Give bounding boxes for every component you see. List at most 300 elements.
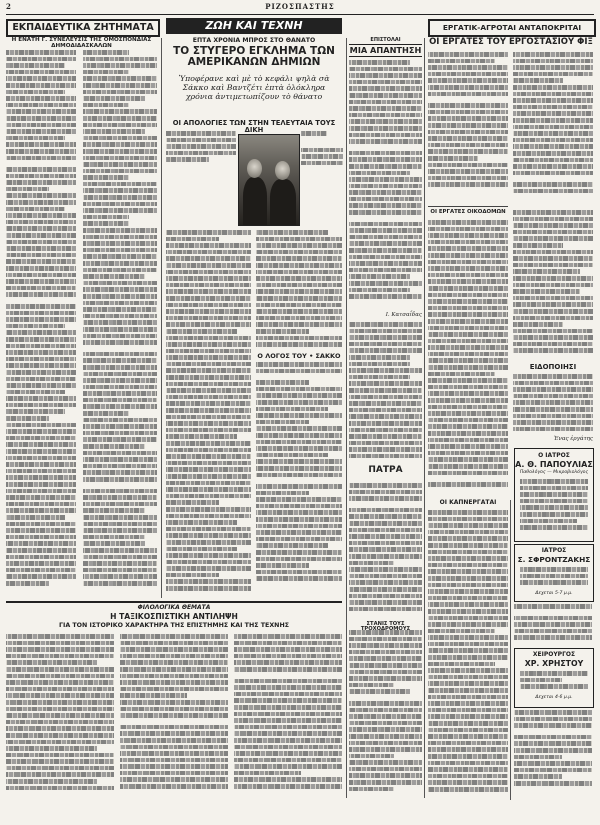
text-line — [6, 317, 76, 322]
text-line — [256, 387, 342, 392]
text-line — [6, 561, 76, 566]
newspaper-name: ΡΙΖΟΣΠΑΣΤΗΣ — [265, 2, 335, 11]
text-line — [514, 748, 592, 753]
column-rule — [424, 38, 425, 798]
article-body — [514, 710, 592, 795]
text-line — [428, 405, 508, 410]
text-line — [83, 254, 157, 259]
text-line — [6, 246, 76, 251]
signature: Ι. Κατσαΐδας — [385, 312, 422, 318]
text-line — [83, 129, 145, 134]
text-line — [6, 207, 65, 212]
text-line — [428, 622, 508, 627]
text-line — [349, 727, 422, 732]
text-line — [349, 607, 422, 612]
text-line — [301, 131, 327, 136]
article-body — [234, 634, 342, 796]
text-line — [428, 149, 508, 154]
text-line — [166, 237, 219, 242]
text-line — [520, 519, 577, 524]
divider — [428, 206, 508, 207]
text-line — [349, 60, 410, 65]
text-line — [166, 329, 237, 334]
text-line — [166, 573, 219, 578]
text-line — [166, 494, 251, 499]
text-line — [166, 514, 251, 519]
text-line — [349, 637, 422, 642]
text-line — [513, 381, 593, 386]
text-line — [234, 698, 342, 703]
text-line — [6, 528, 76, 533]
text-line — [6, 449, 76, 454]
text-line — [234, 685, 342, 690]
text-line — [120, 771, 228, 776]
text-line — [256, 504, 342, 509]
text-line — [6, 50, 76, 55]
text-line — [256, 453, 328, 458]
text-line — [6, 350, 76, 355]
text-line — [349, 248, 422, 253]
text-line — [428, 721, 508, 726]
text-line — [166, 560, 251, 565]
text-line — [514, 629, 592, 634]
text-line — [6, 226, 76, 231]
article-body — [513, 52, 593, 202]
text-line — [256, 276, 342, 281]
text-line — [428, 629, 495, 634]
text-line — [83, 385, 157, 390]
text-line — [428, 550, 508, 555]
text-line — [83, 274, 145, 279]
text-line — [256, 557, 342, 562]
text-line — [234, 751, 342, 756]
text-line — [349, 408, 422, 413]
text-line — [166, 316, 251, 321]
text-line — [349, 574, 422, 579]
divider — [6, 601, 342, 603]
text-line — [513, 243, 563, 248]
text-line — [513, 269, 580, 274]
text-line — [83, 57, 157, 62]
text-line — [513, 400, 593, 405]
article-body — [166, 230, 251, 595]
article-body — [349, 630, 422, 795]
text-line — [513, 223, 593, 228]
text-line — [256, 497, 342, 502]
text-line — [234, 692, 342, 697]
text-line — [349, 734, 422, 739]
text-line — [349, 368, 422, 373]
text-line — [520, 479, 588, 484]
text-line — [428, 761, 508, 766]
text-line — [428, 602, 508, 607]
text-line — [6, 489, 76, 494]
text-line — [349, 534, 422, 539]
text-line — [166, 434, 237, 439]
text-line — [6, 541, 76, 546]
text-line — [83, 358, 157, 363]
ad-doctor-sfrontzakis — [514, 544, 594, 602]
text-line — [428, 352, 508, 357]
text-line — [256, 362, 342, 367]
text-line — [83, 515, 157, 520]
ad-body: Παθολόγος — Μικροβιολόγος — [519, 470, 589, 475]
text-line — [83, 175, 129, 180]
text-line — [6, 396, 76, 401]
text-line — [349, 255, 422, 260]
ad-title: ΙΑΤΡΟΣ — [541, 547, 567, 554]
text-line — [428, 59, 495, 64]
text-line — [514, 635, 592, 640]
text-line — [6, 136, 65, 141]
text-line — [428, 596, 508, 601]
text-line — [256, 289, 342, 294]
text-line — [520, 567, 588, 572]
text-line — [349, 322, 422, 327]
text-line — [6, 337, 76, 342]
text-line — [234, 731, 342, 736]
text-line — [349, 554, 422, 559]
text-line — [6, 377, 76, 382]
text-line — [83, 156, 157, 161]
text-line — [349, 113, 422, 118]
text-line — [166, 408, 251, 413]
text-line — [349, 754, 394, 759]
text-line — [6, 581, 49, 586]
text-line — [6, 266, 76, 271]
text-line — [6, 674, 114, 679]
text-line — [83, 169, 157, 174]
text-line — [6, 654, 114, 659]
text-line — [166, 342, 251, 347]
text-line — [349, 503, 422, 506]
article-body — [349, 478, 422, 618]
column-rule — [346, 38, 347, 798]
text-line — [6, 109, 76, 114]
text-line — [513, 105, 593, 110]
text-line — [83, 142, 157, 147]
text-line — [83, 188, 157, 193]
text-line — [166, 415, 251, 420]
text-line — [166, 355, 251, 360]
text-line — [349, 780, 422, 785]
text-line — [234, 784, 342, 789]
text-line — [428, 754, 508, 759]
text-line — [349, 362, 410, 367]
text-line — [83, 327, 157, 332]
article-body — [256, 230, 342, 350]
text-line — [349, 708, 422, 713]
text-line — [6, 429, 76, 434]
text-line — [166, 164, 236, 167]
text-line — [166, 382, 251, 387]
text-line — [514, 768, 592, 773]
text-line — [6, 233, 76, 238]
text-line — [256, 517, 342, 522]
text-line — [428, 523, 508, 528]
text-line — [256, 243, 342, 248]
text-line — [349, 496, 422, 501]
text-line — [349, 190, 422, 195]
text-line — [234, 725, 342, 730]
text-line — [6, 707, 114, 712]
text-line — [428, 642, 508, 647]
editorial-title: ΜΙΑ ΑΠΑΝΤΗΣΗ — [349, 45, 422, 55]
text-line — [428, 701, 508, 706]
text-line — [349, 388, 422, 393]
section-title-life-art: ΖΩΗ ΚΑΙ ΤΕΧΝΗ — [166, 18, 342, 34]
signature: Ένας ἐργάτης — [553, 436, 593, 442]
text-line — [256, 576, 342, 581]
text-line — [428, 319, 508, 324]
text-line — [83, 581, 157, 586]
text-line — [6, 687, 114, 692]
text-line — [6, 667, 114, 672]
text-line — [234, 705, 342, 710]
text-line — [256, 256, 342, 261]
text-line — [349, 184, 422, 189]
text-line — [166, 454, 251, 459]
article-body — [349, 322, 422, 462]
text-line — [6, 180, 76, 185]
text-line — [349, 281, 422, 286]
text-line — [166, 388, 251, 393]
article-body — [301, 131, 343, 171]
text-line — [166, 520, 237, 525]
text-line — [428, 306, 508, 311]
text-line — [428, 98, 508, 101]
text-line — [514, 730, 592, 733]
text-line — [234, 674, 342, 677]
text-line — [349, 203, 422, 208]
text-line — [301, 138, 343, 141]
text-line — [256, 303, 342, 308]
text-line — [428, 72, 508, 77]
text-line — [6, 442, 76, 447]
text-line — [428, 556, 508, 561]
text-line — [166, 401, 251, 406]
text-line — [513, 138, 593, 143]
text-line — [234, 667, 342, 672]
text-line — [513, 171, 593, 176]
text-line — [6, 162, 76, 165]
text-line — [166, 474, 251, 479]
page-number: 2 — [6, 2, 11, 11]
text-line — [234, 647, 342, 652]
text-line — [349, 210, 422, 215]
headline-crime: ΤΟ ΣΤΥΓΕΡΟ ΕΓΚΛΗΜΑ ΤΩΝ ΑΜΕΡΙΚΑΝΩΝ ΔΗΜΙΩΝ — [173, 45, 335, 69]
text-line — [120, 693, 187, 698]
text-line — [6, 416, 49, 421]
text-line — [120, 784, 228, 789]
text-line — [349, 594, 422, 599]
text-line — [83, 404, 157, 409]
text-line — [83, 182, 157, 187]
text-line — [166, 467, 251, 472]
text-line — [256, 369, 342, 374]
text-line — [520, 671, 588, 676]
text-line — [513, 329, 593, 334]
text-line — [256, 263, 342, 268]
text-line — [428, 358, 508, 363]
text-line — [6, 469, 76, 474]
text-line — [514, 774, 562, 779]
text-line — [513, 182, 593, 187]
text-line — [83, 202, 157, 207]
text-line — [83, 195, 157, 200]
text-line — [428, 378, 508, 383]
text-line — [83, 365, 157, 370]
text-line — [428, 156, 478, 161]
text-line — [520, 492, 588, 497]
text-line — [120, 707, 228, 712]
text-line — [428, 635, 508, 640]
text-line — [513, 144, 593, 149]
text-line — [6, 330, 76, 335]
text-line — [513, 158, 593, 163]
text-line — [83, 424, 157, 429]
text-line — [83, 228, 157, 233]
photo-sacco-vanzetti — [238, 134, 300, 226]
text-line — [520, 499, 588, 504]
headline-fix-factory: ΟΙ ΕΡΓΑΤΕΣ ΤΟΥ ΕΡΓΟΣΤΑΣΙΟΥ ΦΙΞ — [429, 37, 593, 47]
text-line — [428, 675, 508, 680]
text-line — [349, 395, 422, 400]
text-line — [428, 103, 508, 108]
text-line — [428, 444, 508, 449]
text-line — [6, 156, 76, 161]
text-line — [349, 100, 422, 105]
text-line — [349, 329, 422, 334]
text-line — [166, 507, 251, 512]
text-line — [513, 283, 593, 288]
text-line — [166, 448, 251, 453]
text-line — [166, 157, 209, 162]
column-rule — [510, 500, 511, 800]
text-line — [166, 500, 219, 505]
text-line — [234, 712, 342, 717]
text-line — [428, 563, 508, 568]
text-line — [513, 427, 593, 432]
text-line — [83, 287, 157, 292]
text-line — [166, 362, 251, 367]
text-line — [256, 537, 342, 542]
text-line — [349, 217, 422, 220]
text-line — [120, 641, 228, 646]
text-line — [349, 241, 422, 246]
text-line — [6, 700, 114, 705]
text-line — [428, 655, 508, 660]
text-line — [513, 342, 593, 347]
text-line — [6, 495, 76, 500]
text-line — [83, 444, 145, 449]
article-body — [513, 210, 593, 360]
text-line — [513, 250, 593, 255]
text-line — [428, 227, 508, 232]
text-line — [513, 85, 593, 90]
text-line — [256, 393, 342, 398]
text-line — [234, 745, 342, 750]
ad-name: Α. Θ. ΠΑΠΟΥΛΙΑΣ — [515, 460, 593, 469]
text-line — [6, 746, 97, 751]
text-line — [120, 700, 228, 705]
text-line — [120, 738, 228, 743]
text-line — [166, 481, 251, 486]
text-line — [428, 457, 508, 462]
text-line — [6, 344, 76, 349]
text-line — [428, 143, 508, 148]
text-line — [6, 83, 76, 88]
text-line — [428, 583, 508, 588]
text-line — [120, 720, 228, 723]
text-line — [83, 574, 157, 579]
text-line — [520, 486, 588, 491]
text-line — [513, 276, 593, 281]
text-line — [349, 587, 422, 592]
text-line — [166, 144, 236, 149]
text-line — [514, 735, 592, 740]
text-line — [83, 391, 157, 396]
text-line — [256, 250, 342, 255]
text-line — [6, 720, 114, 725]
text-line — [6, 733, 114, 738]
text-line — [349, 483, 422, 488]
text-line — [6, 292, 76, 297]
text-line — [6, 641, 114, 646]
section-title-education: ΕΚΠΑΙΔΕΥΤΙΚΑ ΖΗΤΗΜΑΤΑ — [6, 19, 160, 37]
text-line — [83, 268, 157, 273]
text-line — [428, 339, 508, 344]
article-body — [6, 50, 76, 595]
text-line — [6, 304, 76, 309]
text-line — [256, 316, 342, 321]
text-line — [301, 161, 343, 166]
text-line — [6, 70, 76, 75]
text-line — [6, 76, 76, 81]
text-line — [83, 90, 157, 95]
text-line — [83, 215, 129, 220]
text-line — [234, 771, 301, 776]
text-line — [349, 355, 410, 360]
text-line — [6, 740, 114, 745]
text-line — [513, 111, 593, 116]
text-line — [349, 630, 422, 635]
text-line — [513, 210, 593, 215]
text-line — [513, 65, 593, 70]
text-line — [349, 541, 422, 546]
text-line — [256, 322, 342, 327]
text-line — [349, 294, 422, 299]
text-line — [120, 634, 228, 639]
text-line — [6, 548, 76, 553]
text-line — [166, 270, 251, 275]
text-line — [513, 256, 593, 261]
text-line — [256, 570, 342, 575]
text-line — [428, 780, 508, 785]
text-line — [120, 725, 228, 730]
text-line — [166, 296, 251, 301]
text-line — [256, 524, 342, 529]
text-line — [256, 283, 342, 288]
text-line — [513, 151, 593, 156]
text-line — [120, 687, 228, 692]
tobacco-workers-heading: ΟΙ ΚΑΠΝΕΡΓΑΤΑΙ — [439, 499, 497, 506]
text-line — [256, 440, 342, 445]
text-line — [6, 568, 76, 573]
text-line — [349, 508, 422, 513]
text-line — [349, 428, 422, 433]
text-line — [166, 395, 251, 400]
